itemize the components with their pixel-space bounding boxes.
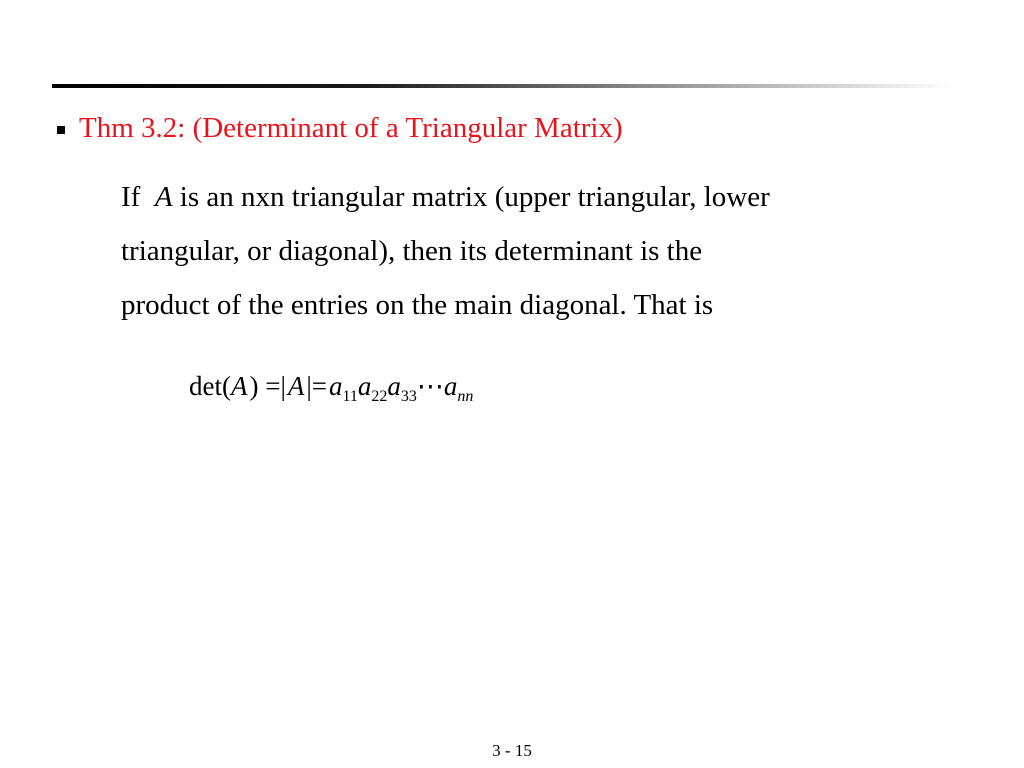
square-bullet-icon bbox=[57, 126, 65, 134]
statement-line-1 bbox=[121, 170, 921, 224]
header-divider bbox=[52, 84, 952, 88]
formula-det: det( bbox=[189, 371, 231, 401]
theorem-statement bbox=[121, 170, 921, 332]
formula-sub-11: 11 bbox=[342, 388, 358, 405]
formula-ellipsis: ⋯ bbox=[416, 371, 444, 401]
formula-matrix-a-abs: A bbox=[287, 371, 305, 401]
formula-entry-ann: a bbox=[443, 371, 458, 401]
formula-sub-nn: nn bbox=[457, 388, 474, 405]
formula-sub-33: 33 bbox=[400, 388, 417, 405]
statement-line-3: product of the entries on the main diagonal. That is bbox=[121, 289, 714, 321]
determinant-formula bbox=[189, 366, 473, 406]
formula-matrix-a: A bbox=[230, 371, 248, 401]
formula-equals-bar: ) =| bbox=[249, 371, 286, 401]
formula-sub-22: 22 bbox=[371, 388, 388, 405]
statement-line-2: triangular, or diagonal), then its determinant is the bbox=[121, 235, 703, 267]
statement-line-1-text: is an nxn triangular matrix (upper triangular, lower bbox=[179, 181, 770, 213]
statement-if: If bbox=[121, 181, 141, 213]
formula-entry-a33: a bbox=[387, 371, 401, 401]
theorem-title: Thm 3.2: (Determinant of a Triangular Matrix) bbox=[79, 112, 623, 144]
formula-entry-a22: a bbox=[357, 371, 372, 401]
page-number: 3 - 15 bbox=[492, 741, 532, 760]
formula-entry-a11: a bbox=[329, 371, 343, 401]
formula-bar-equals: |= bbox=[306, 371, 327, 401]
matrix-variable: A bbox=[154, 181, 173, 213]
